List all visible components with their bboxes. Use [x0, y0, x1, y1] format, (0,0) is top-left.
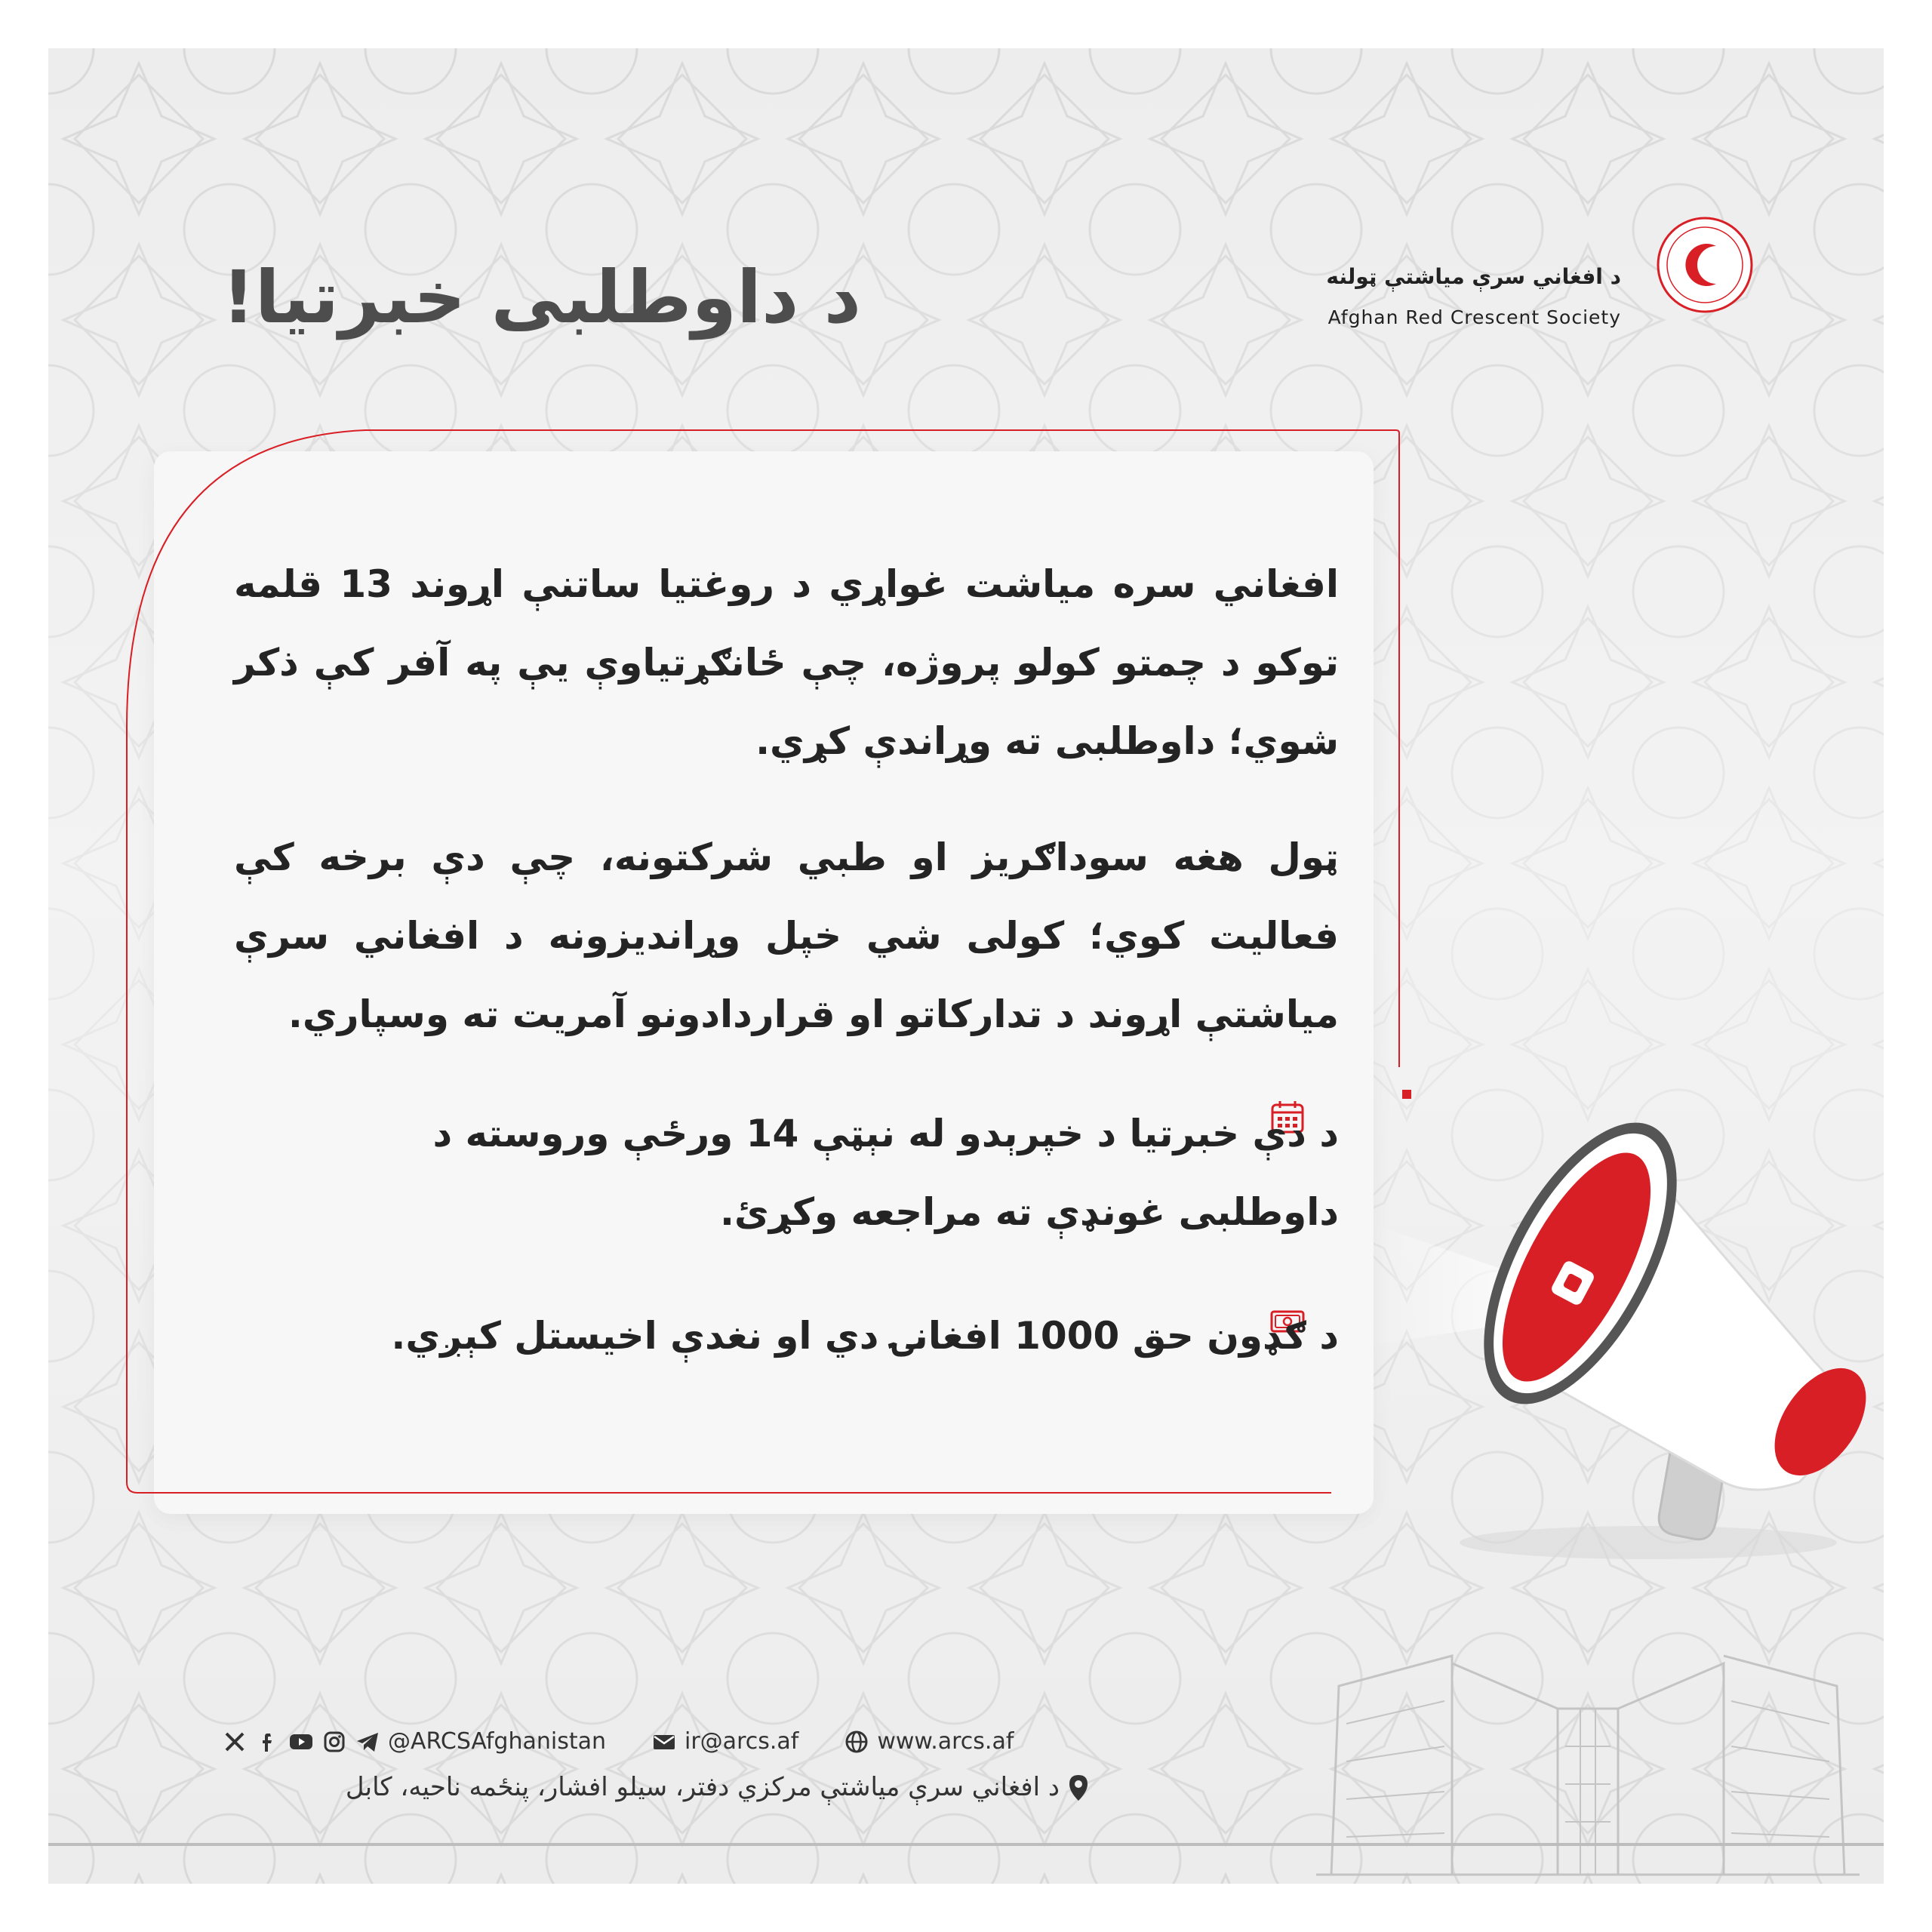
globe-icon — [844, 1729, 869, 1755]
footer-contact-row — [222, 1728, 1014, 1755]
email-link[interactable]: ir@arcs.af — [685, 1728, 799, 1755]
office-address: د افغاني سرې میاشتې مرکزي دفتر، سیلو افشار، پنځمه ناحیه، کابل — [345, 1772, 1060, 1802]
megaphone-illustration — [1331, 1090, 1875, 1573]
organization-name-pashto: د افغاني سرې میاشتې ټولنه — [1326, 264, 1621, 289]
arcs-logo — [1656, 216, 1754, 314]
footer-divider-line — [48, 1843, 1884, 1846]
location-pin-icon — [1067, 1774, 1090, 1802]
page-title: د داوطلبی خبرتیا! — [222, 255, 862, 340]
social-handle[interactable]: @ARCSAfghanistan — [388, 1728, 607, 1755]
bullet-meeting-date: د دې خبرتیا د خپرېدو له نېټې 14 ورځې وروسته د داوطلبی غونډې ته مراجعه وکړئ. — [432, 1112, 1339, 1234]
email-icon — [651, 1729, 677, 1755]
bullet-participation-fee: د ګډون حق 1000 افغانۍ دي او نغدې اخیستل کېږي. — [391, 1314, 1339, 1358]
headquarters-building-illustration — [1316, 1558, 1860, 1882]
paragraph-eligible-companies: ټول هغه سوداګریز او طبي شرکتونه، چې دې برخه کې فعالیت کوي؛ کولی شي خپل وړاندیزونه د افغاني سرې میاشتې اړوند د تدارکاتو او قراردادونو آمریت ته وسپاري. — [234, 835, 1339, 1036]
instagram-icon[interactable] — [321, 1729, 347, 1755]
telegram-icon[interactable] — [355, 1729, 380, 1755]
youtube-icon[interactable] — [288, 1729, 314, 1755]
organization-name-english: Afghan Red Crescent Society — [1327, 306, 1621, 328]
facebook-icon[interactable] — [255, 1729, 281, 1755]
website-link[interactable]: www.arcs.af — [877, 1728, 1014, 1755]
paragraph-tender-announcement: افغاني سره میاشت غواړي د روغتیا ساتنې اړوند 13 قلمه توکو د چمتو کولو پروژه، چې ځانګړتیاوې یې په آفر کې ذکر شوي؛ داوطلبی ته وړاندې کړي. — [234, 562, 1339, 763]
x-icon[interactable] — [222, 1729, 248, 1755]
poster-background — [48, 48, 1884, 1884]
